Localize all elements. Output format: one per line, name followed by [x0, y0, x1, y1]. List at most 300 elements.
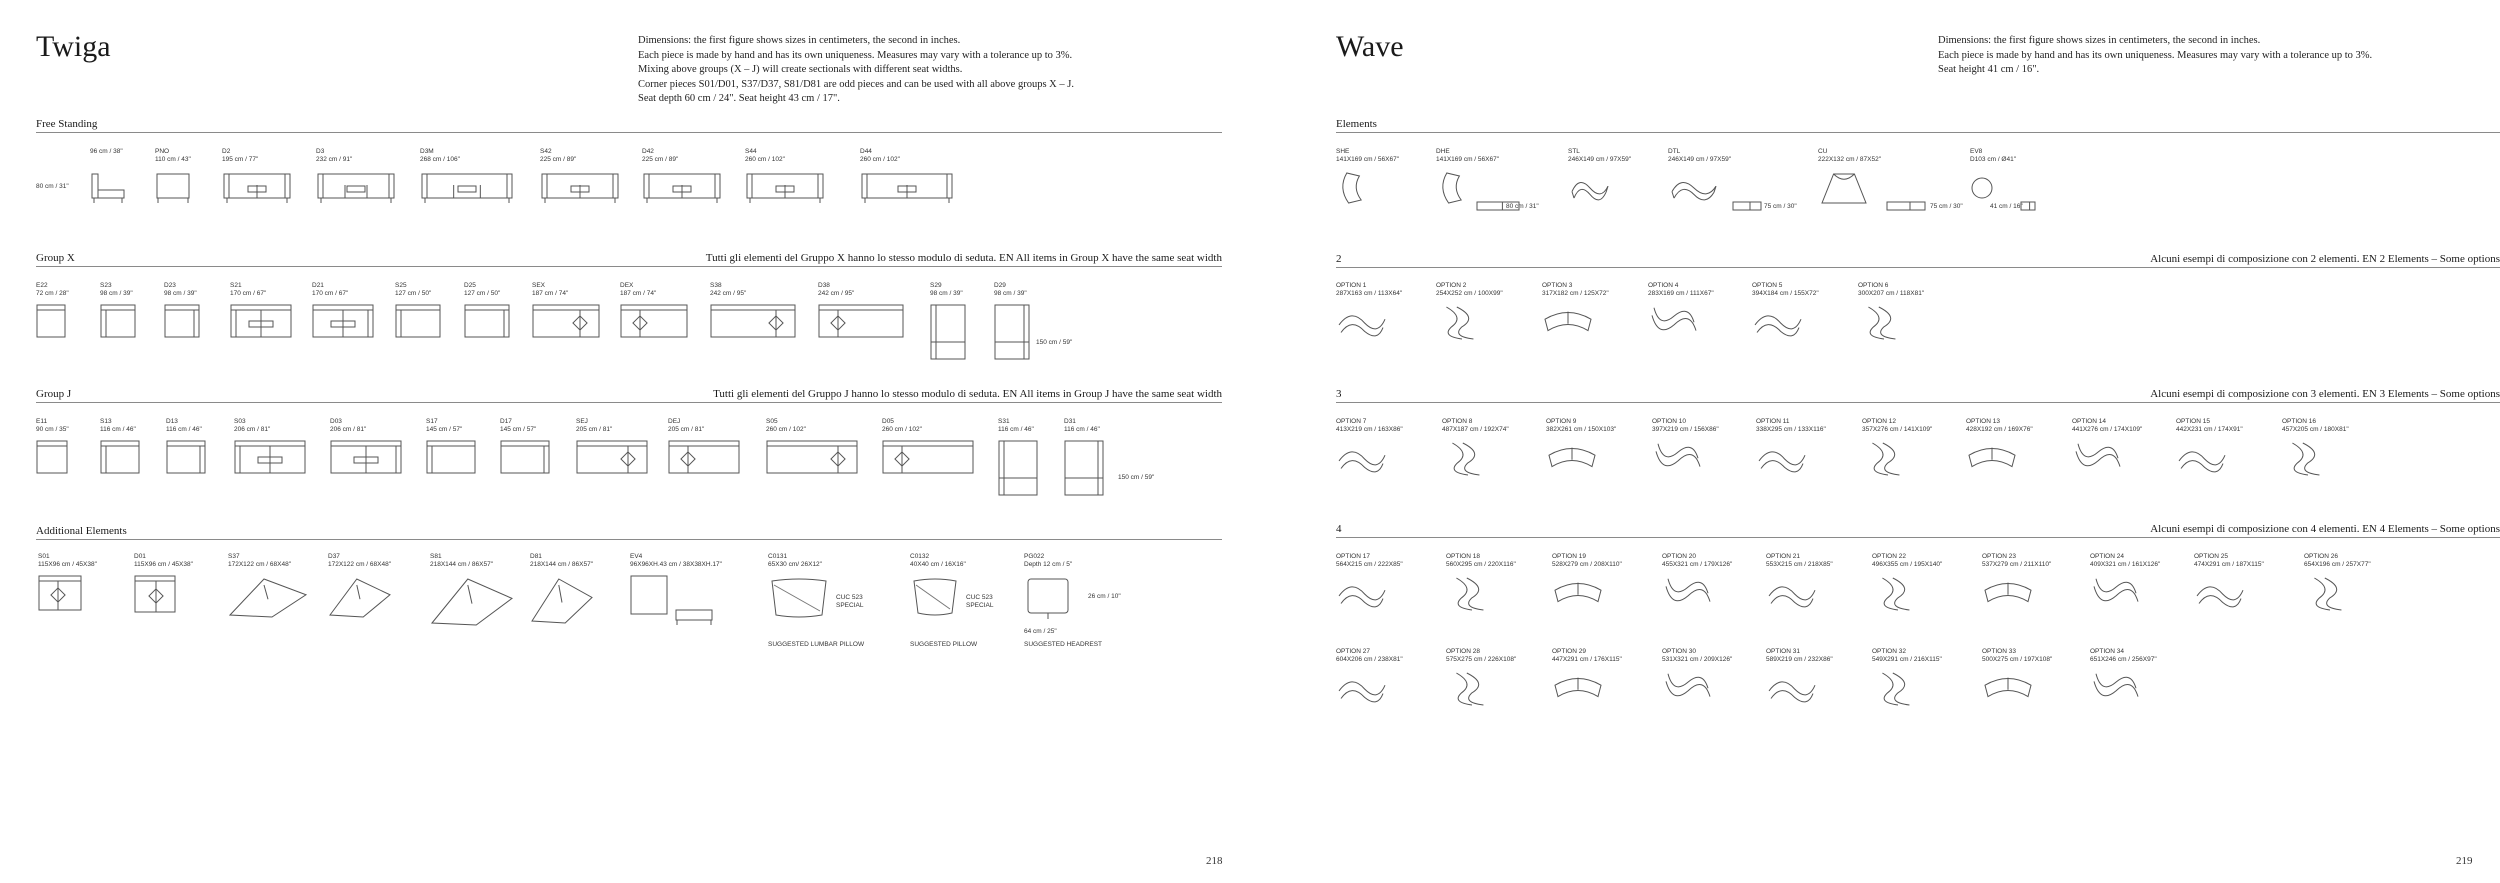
item-code: OPTION 29: [1552, 648, 1586, 655]
item-code: OPTION 12: [1862, 418, 1896, 425]
section-additional-elements: [36, 522, 1222, 540]
item-dimensions: 317X182 cm / 125X72": [1542, 290, 1609, 297]
item-dimensions: 98 cm / 39": [164, 290, 197, 297]
item-label: [1546, 418, 1616, 434]
item-code: S44: [745, 148, 757, 155]
furniture-drawing: [1024, 575, 1072, 619]
item-code: D13: [166, 418, 178, 425]
item-code: OPTION 33: [1982, 648, 2016, 655]
item-label: [230, 282, 266, 298]
item-code: OPTION 16: [2282, 418, 2316, 425]
furniture-drawing: [1966, 440, 2018, 478]
item-code: OPTION 11: [1756, 418, 1790, 425]
furniture-drawing: [2304, 575, 2356, 613]
item-label: [155, 148, 191, 164]
item-dimensions: 218X144 cm / 86X57": [430, 561, 494, 568]
furniture-drawing: [1862, 440, 1914, 478]
furniture-drawing: [234, 440, 306, 474]
item-label: [234, 418, 270, 434]
item-dimensions: 98 cm / 39": [100, 290, 133, 297]
item-dimensions: 549X291 cm / 216X115": [1872, 656, 1942, 663]
intro-text: [1938, 34, 2372, 78]
section-note: Alcuni esempi di composizione con 2 elementi. EN 2 Elements – Some options: [2150, 253, 2500, 265]
item-dimensions: 127 cm / 50": [395, 290, 432, 297]
item-dimensions: 115X96 cm / 45X38": [38, 561, 97, 568]
item-label: [1862, 418, 1932, 434]
item-code: OPTION 30: [1662, 648, 1696, 655]
side-view-drawing: [1886, 196, 1926, 216]
item-label: [36, 282, 69, 298]
item-label: [316, 148, 352, 164]
item-dimensions: 382X261 cm / 150X103": [1546, 426, 1617, 433]
item-code: OPTION 22: [1872, 553, 1906, 560]
item-label: [2194, 553, 2264, 569]
furniture-drawing: [766, 440, 858, 474]
item-dimensions: 487X187 cm / 192X74": [1442, 426, 1509, 433]
item-dimensions: 172X122 cm / 68X48": [228, 561, 292, 568]
item-code: S05: [766, 418, 778, 425]
item-code: D3M: [420, 148, 434, 155]
item-label: [1446, 648, 1516, 664]
item-label: [576, 418, 612, 434]
item-label: [1662, 648, 1732, 664]
furniture-drawing: [2194, 575, 2246, 613]
cuc-label-lumbar: [836, 594, 863, 610]
item-label: [164, 282, 197, 298]
item-code: S42: [540, 148, 552, 155]
headrest-height-label: 26 cm / 10": [1088, 593, 1121, 600]
item-code: EV4: [630, 553, 643, 560]
item-code: DEJ: [668, 418, 681, 425]
item-dimensions: 127 cm / 50": [464, 290, 501, 297]
furniture-drawing: [1662, 575, 1714, 613]
item-label: [745, 148, 785, 164]
item-code: OPTION 19: [1552, 553, 1586, 560]
item-dimensions: 357X276 cm / 141X109": [1862, 426, 1933, 433]
item-label: [1982, 553, 2051, 569]
item-dimensions: 218X144 cm / 86X57": [530, 561, 594, 568]
item-dimensions: 205 cm / 81": [668, 426, 705, 433]
furniture-drawing: [1542, 304, 1594, 342]
item-label: [1336, 282, 1402, 298]
item-label: [620, 282, 656, 298]
item-code: D31: [1064, 418, 1076, 425]
item-label: [1442, 418, 1509, 434]
item-code: OPTION 18: [1446, 553, 1480, 560]
item-label: [330, 418, 366, 434]
item-code: S38: [710, 282, 722, 289]
item-dimensions: 72 cm / 28": [36, 290, 69, 297]
item-dimensions: 394X184 cm / 155X72": [1752, 290, 1819, 297]
item-dimensions: 654X196 cm / 257X77": [2304, 561, 2371, 568]
item-dimensions: 90 cm / 35": [36, 426, 69, 433]
furniture-drawing: [1872, 670, 1924, 708]
furniture-drawing: [1818, 170, 1870, 206]
furniture-drawing: [1446, 670, 1498, 708]
intro-line: Dimensions: the first figure shows sizes in centimeters, the second in inches.: [638, 35, 961, 46]
cuc-code: CUC 523: [836, 594, 863, 601]
furniture-drawing: [1752, 304, 1804, 342]
furniture-drawing: [328, 575, 392, 619]
item-code: OPTION 8: [1442, 418, 1473, 425]
section-title: 3: [1336, 388, 1342, 400]
furniture-drawing: [426, 440, 476, 474]
furniture-drawing: [1662, 670, 1714, 708]
item-label: [1766, 648, 1833, 664]
item-dimensions: 287X163 cm / 113X64": [1336, 290, 1403, 297]
item-dimensions: 397X219 cm / 156X86": [1652, 426, 1719, 433]
item-dimensions: 589X219 cm / 232X86": [1766, 656, 1833, 663]
item-dimensions: 232 cm / 91": [316, 156, 353, 163]
furniture-drawing: [430, 575, 514, 627]
item-dimensions: 260 cm / 102": [882, 426, 922, 433]
item-code: PNO: [155, 148, 170, 155]
item-dimensions: 65X30 cm/ 26X12": [768, 561, 822, 568]
item-dimensions: 206 cm / 81": [234, 426, 271, 433]
item-code: D29: [994, 282, 1006, 289]
page-number: 219: [2456, 855, 2473, 867]
item-code: OPTION 24: [2090, 553, 2124, 560]
intro-line: Seat height 41 cm / 16".: [1938, 64, 2040, 75]
item-dimensions: 225 cm / 89": [642, 156, 679, 163]
item-label: [1336, 418, 1403, 434]
furniture-drawing: [1858, 304, 1910, 342]
caption-headrest: SUGGESTED HEADREST: [1024, 641, 1103, 648]
furniture-drawing: [316, 170, 396, 204]
item-label: [222, 148, 258, 164]
item-code: OPTION 10: [1652, 418, 1686, 425]
item-code: OPTION 17: [1336, 553, 1370, 560]
furniture-drawing: [420, 170, 514, 204]
item-label: [2282, 418, 2349, 434]
page-title: Wave: [1336, 30, 1404, 63]
item-label: [328, 553, 391, 569]
item-dimensions: 260 cm / 102": [745, 156, 785, 163]
item-dimensions: 246X149 cm / 97X59": [1568, 156, 1632, 163]
furniture-drawing: [1970, 170, 1994, 206]
item-label: [500, 418, 536, 434]
item-dimensions: 187 cm / 74": [532, 290, 569, 297]
item-label: [1436, 148, 1499, 164]
item-label: [2176, 418, 2243, 434]
furniture-drawing: [330, 440, 402, 474]
item-dimensions: 553X215 cm / 218X85": [1766, 561, 1833, 568]
furniture-drawing: [532, 304, 600, 338]
furniture-drawing: [1336, 170, 1372, 206]
item-code: OPTION 23: [1982, 553, 2016, 560]
item-label: [2072, 418, 2142, 434]
depth-label: 41 cm / 16": [1990, 203, 2023, 210]
item-dimensions: 141X169 cm / 56X67": [1336, 156, 1400, 163]
furniture-drawing: [642, 170, 722, 204]
intro-line: Each piece is made by hand and has its own uniqueness. Measures may vary with a tolerance up to 3%.: [638, 49, 1073, 61]
item-code: C0131: [768, 553, 788, 560]
item-label: [1552, 648, 1622, 664]
furniture-drawing: [230, 304, 292, 338]
item-code: D42: [642, 148, 654, 155]
item-code: S23: [100, 282, 112, 289]
furniture-drawing: [1982, 575, 2034, 613]
item-code: OPTION 2: [1436, 282, 1467, 289]
item-dimensions: 242 cm / 95": [818, 290, 855, 297]
furniture-drawing: [90, 170, 126, 204]
item-label: [910, 553, 966, 569]
item-label: [420, 148, 460, 164]
item-dimensions: 187 cm / 74": [620, 290, 657, 297]
item-label: [430, 553, 493, 569]
item-dimensions: 457X205 cm / 180X81": [2282, 426, 2349, 433]
item-label: [818, 282, 854, 298]
item-label: [530, 553, 593, 569]
item-dimensions: 413X219 cm / 163X86": [1336, 426, 1403, 433]
item-dimensions: Depth 12 cm / 5": [1024, 561, 1073, 568]
item-dimensions: 98 cm / 39": [994, 290, 1027, 297]
item-label: [994, 282, 1027, 298]
item-dimensions: 528X279 cm / 208X110": [1552, 561, 1622, 568]
item-code: OPTION 20: [1662, 553, 1696, 560]
item-code: OPTION 4: [1648, 282, 1679, 289]
item-code: E11: [36, 418, 48, 425]
section-elements: [1336, 115, 2500, 133]
depth-label: 150 cm / 59": [1036, 339, 1073, 346]
item-dimensions: 651X246 cm / 256X97": [2090, 656, 2157, 663]
item-label: [1662, 553, 1732, 569]
furniture-drawing: [36, 304, 66, 338]
item-code: S03: [234, 418, 246, 425]
item-dimensions: 145 cm / 57": [500, 426, 537, 433]
item-code: OPTION 21: [1766, 553, 1800, 560]
section-title: Group J: [36, 388, 72, 400]
furniture-drawing: [100, 440, 140, 474]
furniture-drawing: [1336, 670, 1388, 708]
item-code: S13: [100, 418, 112, 425]
intro-line: Mixing above groups (X – J) will create sectionals with different seat widths.: [638, 64, 963, 75]
furniture-drawing: [1552, 575, 1604, 613]
item-dimensions: 283X169 cm / 111X67": [1648, 290, 1714, 297]
furniture-drawing: [540, 170, 620, 204]
furniture-drawing: [2090, 670, 2142, 708]
item-label: [1970, 148, 2016, 164]
item-dimensions: 447X291 cm / 176X115": [1552, 656, 1622, 663]
item-code: D17: [500, 418, 512, 425]
item-code: DEX: [620, 282, 634, 289]
item-code: OPTION 28: [1446, 648, 1480, 655]
item-label: [710, 282, 746, 298]
item-code: EV8: [1970, 148, 1983, 155]
section-title: Group X: [36, 252, 75, 264]
furniture-drawing: [630, 575, 668, 615]
furniture-drawing: [464, 304, 510, 338]
item-dimensions: 116 cm / 46": [166, 426, 202, 433]
furniture-drawing: [1756, 440, 1808, 478]
item-code: OPTION 32: [1872, 648, 1906, 655]
furniture-drawing: [2282, 440, 2334, 478]
item-label: [1336, 148, 1399, 164]
item-code: S17: [426, 418, 438, 425]
item-code: S29: [930, 282, 942, 289]
item-label: [1872, 553, 1942, 569]
item-dimensions: 96 cm / 38": [90, 148, 123, 155]
item-dimensions: 604X206 cm / 238X81": [1336, 656, 1403, 663]
furniture-drawing: [500, 440, 550, 474]
item-label: [930, 282, 963, 298]
section-note: Tutti gli elementi del Gruppo J hanno lo stesso modulo di seduta. EN All items in Group J have the same seat width: [713, 388, 1222, 400]
item-dimensions: 254X252 cm / 100X99": [1436, 290, 1503, 297]
furniture-drawing: [1668, 170, 1720, 206]
item-dimensions: 496X355 cm / 195X140": [1872, 561, 1943, 568]
furniture-drawing: [228, 575, 308, 619]
section-title: Elements: [1336, 118, 1377, 130]
item-label: [90, 148, 123, 156]
item-label: [426, 418, 462, 434]
furniture-drawing: [2072, 440, 2124, 478]
item-label: [1858, 282, 1924, 298]
furniture-drawing: [910, 575, 960, 619]
section-group-j: [36, 385, 1222, 403]
item-label: [38, 553, 97, 569]
item-dimensions: 338X295 cm / 133X116": [1756, 426, 1826, 433]
item-dimensions: 170 cm / 67": [312, 290, 349, 297]
furniture-drawing: [882, 440, 974, 474]
item-code: DHE: [1436, 148, 1450, 155]
section-title: Free Standing: [36, 118, 98, 130]
item-label: [882, 418, 922, 434]
item-code: D37: [328, 553, 340, 560]
item-code: S31: [998, 418, 1010, 425]
item-dimensions: 455X321 cm / 179X126": [1662, 561, 1733, 568]
item-code: OPTION 6: [1858, 282, 1889, 289]
item-dimensions: 116 cm / 46": [998, 426, 1034, 433]
furniture-drawing: [1568, 170, 1612, 206]
item-dimensions: 441X276 cm / 174X109": [2072, 426, 2143, 433]
item-dimensions: 575X275 cm / 226X108": [1446, 656, 1517, 663]
intro-line: Corner pieces S01/D01, S37/D37, S81/D81 are odd pieces and can be used with all above groups X – J.: [638, 78, 1074, 90]
item-label: [532, 282, 568, 298]
item-label: [1568, 148, 1631, 164]
right-page-wave: [1250, 0, 2500, 883]
depth-label: 80 cm / 31": [1506, 203, 1539, 210]
furniture-drawing: [166, 440, 206, 474]
item-code: D3: [316, 148, 325, 155]
item-code: PG022: [1024, 553, 1045, 560]
item-label: [1446, 553, 1516, 569]
item-dimensions: 110 cm / 43": [155, 156, 191, 163]
item-label: [1552, 553, 1622, 569]
furniture-drawing: [930, 304, 966, 360]
furniture-drawing: [164, 304, 200, 338]
item-code: OPTION 26: [2304, 553, 2338, 560]
item-dimensions: 537X279 cm / 211X110": [1982, 561, 2052, 568]
furniture-drawing: [2176, 440, 2228, 478]
item-label: [1818, 148, 1881, 164]
item-label: [860, 148, 900, 164]
item-label: [100, 282, 133, 298]
furniture-drawing: [395, 304, 441, 338]
furniture-drawing: [818, 304, 904, 338]
item-label: [768, 553, 822, 569]
caption-pillow: SUGGESTED PILLOW: [910, 641, 978, 648]
item-code: D2: [222, 148, 231, 155]
item-label: [1064, 418, 1100, 434]
section-three-elements: [1336, 385, 2500, 403]
item-dimensions: 115X96 cm / 45X38": [134, 561, 193, 568]
item-code: OPTION 14: [2072, 418, 2106, 425]
furniture-drawing: [998, 440, 1038, 496]
item-dimensions: 205 cm / 81": [576, 426, 613, 433]
section-note: Alcuni esempi di composizione con 3 elementi. EN 3 Elements – Some options: [2150, 388, 2500, 400]
furniture-drawing: [1446, 575, 1498, 613]
item-dimensions: D103 cm / Ø41": [1970, 156, 2017, 163]
item-code: SEX: [532, 282, 546, 289]
item-label: [312, 282, 348, 298]
item-code: D01: [134, 553, 146, 560]
section-title: 2: [1336, 253, 1342, 265]
section-four-elements: [1336, 520, 2500, 538]
item-code: D44: [860, 148, 872, 155]
page-title: Twiga: [36, 30, 111, 63]
section-note: Tutti gli elementi del Gruppo X hanno lo stesso modulo di seduta. EN All items in Group X have the same seat width: [705, 252, 1222, 264]
furniture-drawing: [1652, 440, 1704, 478]
furniture-drawing: [994, 304, 1030, 360]
item-code: OPTION 9: [1546, 418, 1577, 425]
item-dimensions: 409X321 cm / 161X126": [2090, 561, 2161, 568]
item-code: STL: [1568, 148, 1580, 155]
item-label: [630, 553, 722, 569]
item-label: [1872, 648, 1942, 664]
item-label: [1966, 418, 2033, 434]
item-code: D25: [464, 282, 476, 289]
item-label: [1336, 648, 1403, 664]
item-label: [1652, 418, 1719, 434]
item-code: S81: [430, 553, 442, 560]
item-dimensions: 260 cm / 102": [860, 156, 900, 163]
item-label: [2090, 553, 2160, 569]
item-dimensions: 141X169 cm / 56X67": [1436, 156, 1500, 163]
item-code: OPTION 13: [1966, 418, 2000, 425]
item-code: S37: [228, 553, 240, 560]
item-dimensions: 442X231 cm / 174X91": [2176, 426, 2243, 433]
ottoman-side-drawing: [674, 606, 714, 626]
furniture-drawing: [530, 575, 594, 625]
section-two-elements: [1336, 250, 2500, 268]
item-dimensions: 145 cm / 57": [426, 426, 463, 433]
item-code: OPTION 25: [2194, 553, 2228, 560]
item-label: [395, 282, 431, 298]
item-dimensions: 246X149 cm / 97X59": [1668, 156, 1732, 163]
furniture-drawing: [1872, 575, 1924, 613]
item-code: OPTION 3: [1542, 282, 1573, 289]
item-label: [166, 418, 202, 434]
item-dimensions: 116 cm / 46": [1064, 426, 1100, 433]
furniture-drawing: [1064, 440, 1104, 496]
item-dimensions: 172X122 cm / 68X48": [328, 561, 392, 568]
item-dimensions: 531X321 cm / 209X126": [1662, 656, 1733, 663]
furniture-drawing: [1552, 670, 1604, 708]
furniture-drawing: [668, 440, 740, 474]
item-dimensions: 260 cm / 102": [766, 426, 806, 433]
item-code: SHE: [1336, 148, 1350, 155]
item-label: [998, 418, 1034, 434]
item-dimensions: 206 cm / 81": [330, 426, 367, 433]
item-dimensions: 500X275 cm / 197X108": [1982, 656, 2053, 663]
item-dimensions: 116 cm / 46": [100, 426, 136, 433]
item-label: [1024, 553, 1072, 569]
item-code: OPTION 34: [2090, 648, 2124, 655]
item-label: [1756, 418, 1826, 434]
caption-lumbar: SUGGESTED LUMBAR PILLOW: [768, 641, 865, 648]
item-code: OPTION 31: [1766, 648, 1800, 655]
cuc-label-pillow: [966, 594, 993, 610]
